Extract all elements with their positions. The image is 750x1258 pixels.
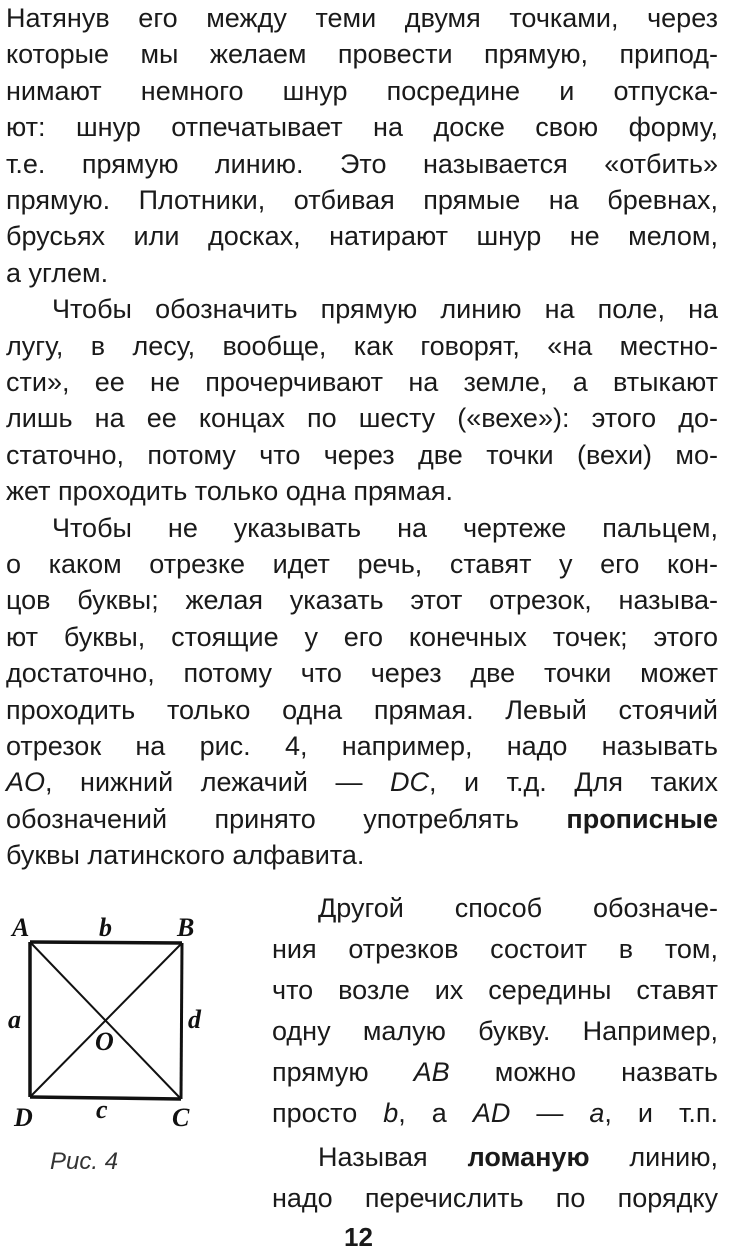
text-line	[6, 401, 718, 435]
text-line	[272, 973, 718, 1007]
text-segment: , и т.п.	[604, 1098, 719, 1128]
text-segment: ния отрезков состоит в том,	[272, 934, 718, 964]
segment-bc	[181, 943, 182, 1099]
text-line	[6, 329, 718, 363]
text-line	[272, 1096, 718, 1130]
italic-label: a	[589, 1098, 605, 1128]
text-segment: линию,	[589, 1142, 718, 1172]
text-segment: можно назвать	[449, 1057, 718, 1087]
text-segment: лугу, в лесу, вообще, как говорят, «на местно-	[6, 331, 718, 361]
text-line	[6, 802, 718, 836]
text-line	[272, 1014, 718, 1048]
text-segment: Чтобы не указывать на чертеже пальцем,	[52, 513, 718, 543]
figure-caption: Рис. 4	[50, 1148, 119, 1175]
label-b: b	[99, 913, 112, 942]
text-line	[6, 219, 718, 253]
text-segment: которые мы желаем провести прямую, припод-	[6, 39, 718, 69]
text-segment: обозначений принято употреблять	[6, 804, 567, 834]
text-segment: нимают немного шнур посредине и отпуска-	[6, 76, 718, 106]
label-a: a	[8, 1005, 21, 1034]
italic-label: DC	[389, 767, 429, 797]
label-B: B	[177, 913, 195, 942]
text-segment: ют: шнур отпечатывает на доске свою форму,	[6, 112, 718, 142]
text-segment: Чтобы обозначить прямую линию на поле, на	[52, 294, 718, 324]
text-line	[6, 656, 718, 690]
label-D: D	[14, 1103, 33, 1132]
text-line	[6, 1, 718, 35]
text-segment: сти», ее не прочерчивают на земле, а втыкают	[6, 367, 718, 397]
text-segment: Натянув его между теми двумя точками, через	[6, 3, 718, 33]
text-segment: жет проходить только одна прямая.	[6, 476, 453, 506]
label-A: A	[12, 913, 30, 942]
text-segment: достаточно, потому что через две точки может	[6, 658, 718, 688]
italic-label: b	[383, 1098, 399, 1128]
text-line	[6, 511, 718, 545]
text-segment: прямую. Плотники, отбивая прямые на бревнах,	[6, 185, 718, 215]
text-segment: отрезок на рис. 4, например, надо называть	[6, 731, 718, 761]
text-line	[272, 1140, 718, 1174]
text-line	[6, 37, 718, 71]
text-segment: лишь на ее концах по шесту («вехе»): этого до-	[6, 403, 718, 433]
text-segment: —	[510, 1098, 590, 1128]
text-line	[6, 110, 718, 144]
text-line	[6, 365, 718, 399]
italic-label: AB	[413, 1057, 450, 1087]
text-segment: Другой способ обозначе-	[318, 893, 718, 923]
text-line	[6, 74, 718, 108]
text-segment: цов буквы; желая указать этот отрезок, называ-	[6, 585, 718, 615]
text-segment: буквы латинского алфавита.	[6, 840, 365, 870]
text-line	[6, 147, 718, 181]
text-line	[6, 838, 718, 872]
text-segment: просто	[272, 1098, 384, 1128]
text-segment: т.е. прямую линию. Это называется «отбить»	[6, 149, 718, 179]
text-line	[6, 438, 718, 472]
segment-ab	[30, 942, 182, 943]
text-line	[6, 583, 718, 617]
text-line	[272, 891, 718, 925]
text-segment: ют буквы, стоящие у его конечных точек; этого	[6, 622, 718, 652]
text-segment: надо перечислить по порядку	[272, 1183, 718, 1213]
text-segment: Называя	[318, 1142, 468, 1172]
text-line	[6, 474, 718, 508]
text-segment: проходить только одна прямая. Левый стоячий	[6, 695, 718, 725]
text-line	[272, 932, 718, 966]
text-segment: , нижний лежачий —	[45, 767, 390, 797]
text-line	[6, 620, 718, 654]
text-line	[272, 1181, 718, 1215]
text-segment: брусьях или досках, натирают шнур не мелом,	[6, 221, 718, 251]
figure-square-diagram	[0, 900, 260, 1140]
label-c: c	[96, 1095, 108, 1124]
italic-label: AD	[472, 1098, 511, 1128]
text-segment: что возле их середины ставят	[272, 975, 718, 1005]
bold-term: прописные	[566, 804, 718, 834]
text-segment: прямую	[272, 1057, 414, 1087]
text-line	[6, 693, 718, 727]
text-line	[6, 183, 718, 217]
text-line	[6, 547, 718, 581]
text-segment: статочно, потому что через две точки (вехи) мо-	[6, 440, 718, 470]
text-segment: , и т.д. Для таких	[428, 767, 718, 797]
text-line	[6, 729, 718, 763]
label-C: C	[172, 1103, 190, 1132]
label-O: O	[95, 1027, 114, 1056]
text-segment: а углем.	[6, 258, 109, 288]
text-segment: о каком отрезке идет речь, ставят у его кон-	[6, 549, 718, 579]
text-line	[6, 765, 718, 799]
page-number: 12	[344, 1222, 373, 1252]
text-segment: одну малую букву. Например,	[272, 1016, 718, 1046]
bold-term: ломаную	[467, 1142, 590, 1172]
text-line	[6, 292, 718, 326]
italic-label: AO	[6, 767, 46, 797]
text-line	[6, 256, 718, 290]
text-line	[272, 1055, 718, 1089]
text-segment: , а	[398, 1098, 473, 1128]
label-d: d	[188, 1005, 201, 1034]
